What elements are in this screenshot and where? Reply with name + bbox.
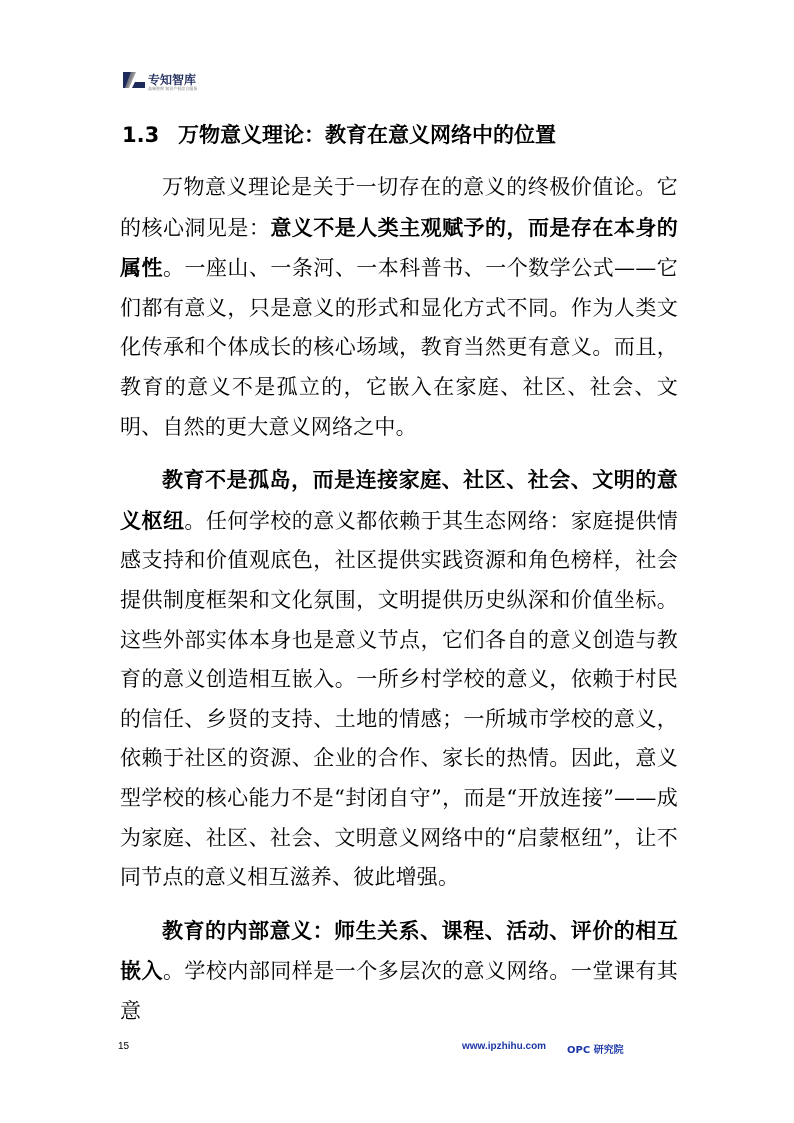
- paragraph: [120, 911, 678, 1032]
- header-logo: [122, 70, 322, 96]
- paragraph-text: 万物意义理论是关于一切存在的意义的终极价值论。它的核心洞见是：: [120, 175, 678, 240]
- paragraph-text: 。一座山、一条河、一本科普书、一个数学公式——它们都有意义，只是意义的形式和显化方式不同。作为人类文化传承和个体成长的核心场域，教育当然更有意义。而且，教育的意义不是孤立的，它嵌入在家庭、社区、社会、文明、自然的更大意义网络之中。: [120, 256, 678, 439]
- paragraph-bold-text: 教育的内部意义：师生关系、课程、活动、评价的相互嵌入: [120, 917, 678, 984]
- zhuanzhi-logo-icon: [122, 70, 146, 90]
- body-content: [120, 168, 678, 1044]
- paragraph-bold-text: 意义不是人类主观赋予的，而是存在本身的属性: [120, 214, 678, 281]
- logo-tagline: 高端智库 知识产权综合服务: [148, 86, 198, 91]
- footer-url-link[interactable]: www.ipzhihu.com: [462, 1041, 547, 1052]
- section-title: 万物意义理论：教育在意义网络中的位置: [178, 123, 556, 147]
- logo-name: 专知智库: [148, 73, 197, 87]
- footer-org-name: OPC 研究院: [567, 1045, 624, 1056]
- page-number: 15: [118, 1041, 130, 1052]
- paragraph: [120, 460, 678, 898]
- section-number: 1.3: [122, 123, 160, 147]
- paragraph-text: 。学校内部同样是一个多层次的意义网络。一堂课有其意: [120, 959, 678, 1023]
- paragraph-bold-text: 教育不是孤岛，而是连接家庭、社区、社会、文明的意义枢纽: [120, 467, 678, 533]
- paragraph-text: 。任何学校的意义都依赖于其生态网络：家庭提供情感支持和价值观底色，社区提供实践资源和角色榜样，社会提供制度框架和文化氛围，文明提供历史纵深和价值坐标。这些外部实体本身也是意义节点，它们各自的意义创造与教育的意义创造相互嵌入。一所乡村学校的意义，依赖于村民的信任、乡贤的支持、土地的情感；一所城市学校的意义，依赖于社区的资源、企业的合作、家长的热情。因此，意义型学校的核心能力不是“封闭自守”，而是“开放连接”——成为家庭、社区、社会、文明意义网络中的“启蒙枢纽”，让不同节点的意义相互滋养、彼此增强。: [120, 508, 678, 890]
- paragraph: [120, 168, 678, 447]
- section-heading: [122, 120, 556, 150]
